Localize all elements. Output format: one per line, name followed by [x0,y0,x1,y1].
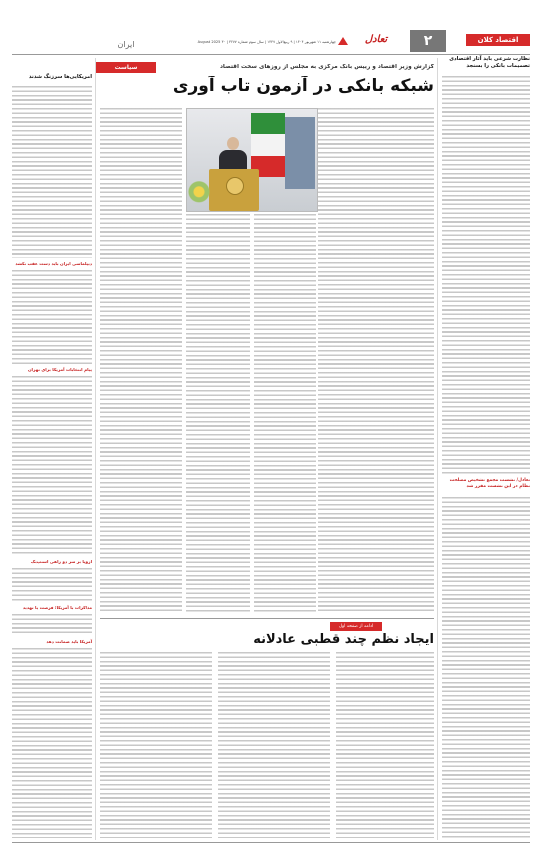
left-column-text-6 [12,648,92,838]
right-column-text-2 [442,497,530,839]
bottom-text-col-1 [336,652,434,838]
left-column-sub4: مذاکرات با آمریکا؛ فرصت یا تهدید [22,605,92,610]
right-column-mid-title: تعادل/ نشست مجمع تشخیص مصلحت نظام در این نشست مقرر شد [449,478,530,489]
divider-right [437,58,438,840]
bottom-author-tag: ادامه از صفحه اول [330,622,382,631]
right-section-tab: اقتصاد کلان [466,34,530,46]
page-number-box: ۲ [410,30,446,52]
main-text-col-1 [318,108,434,614]
podium [209,169,259,211]
main-text-col-3 [186,214,250,614]
left-column-text-3 [12,376,92,556]
bottom-rule [100,618,434,619]
main-headline: شبکه بانکی در آزمون تاب آوری [172,76,434,96]
right-column-title: نظارت شرعی باید آثار اقتصادی تصمیمات بانکی را بسنجد [449,56,530,69]
left-column-text-4 [12,568,92,602]
left-column-text-2 [12,270,92,364]
main-kicker: گزارش وزیر اقتصاد و رییس بانک مرکزی به مجلس از روزهای سخت اقتصاد [219,64,434,70]
dateline: چهارشنبه ۱۱ شهریور ۱۴۰۴ | ۹ ربیع‌الاول ۱۴۴۷ | سال سوم شماره ۳۲۷۷ | ۳۰ August 2025 [197,40,336,44]
divider-left [95,58,96,840]
speaker-figure [217,137,247,173]
header-rule [12,54,530,55]
left-column-text-5 [12,614,92,636]
bottom-headline: ایجاد نظم چند قطبی عادلانه [253,632,434,647]
flag-image [251,113,285,177]
bottom-text-col-2 [218,652,330,838]
section-tag-iran: ایران [117,40,135,49]
bottom-text-col-3 [100,652,212,838]
left-section-tab: سیاست [96,62,156,73]
left-column-sub1: دیپلماسی ایران باید دست عقب نکشد [15,261,92,266]
left-column-sub3: اروپا بر سر دو راهی اسنپ‌بک [30,559,92,564]
logo-triangle-icon [338,37,348,45]
left-column-text-1 [12,86,92,258]
left-column-title: امریکایی‌ها سرزنگ شدند [28,74,92,80]
main-text-col-4 [100,108,182,614]
footer-rule [12,842,530,843]
right-column-text-1 [442,76,530,474]
main-text-col-2 [254,214,316,614]
main-photo [186,108,318,212]
left-column-sub5: آمریکا باید ضمانت دهد [46,639,92,644]
logo: تعادل [364,34,388,45]
left-column-sub2: پیام انتخابات آمریکا برای تهران [27,367,92,372]
